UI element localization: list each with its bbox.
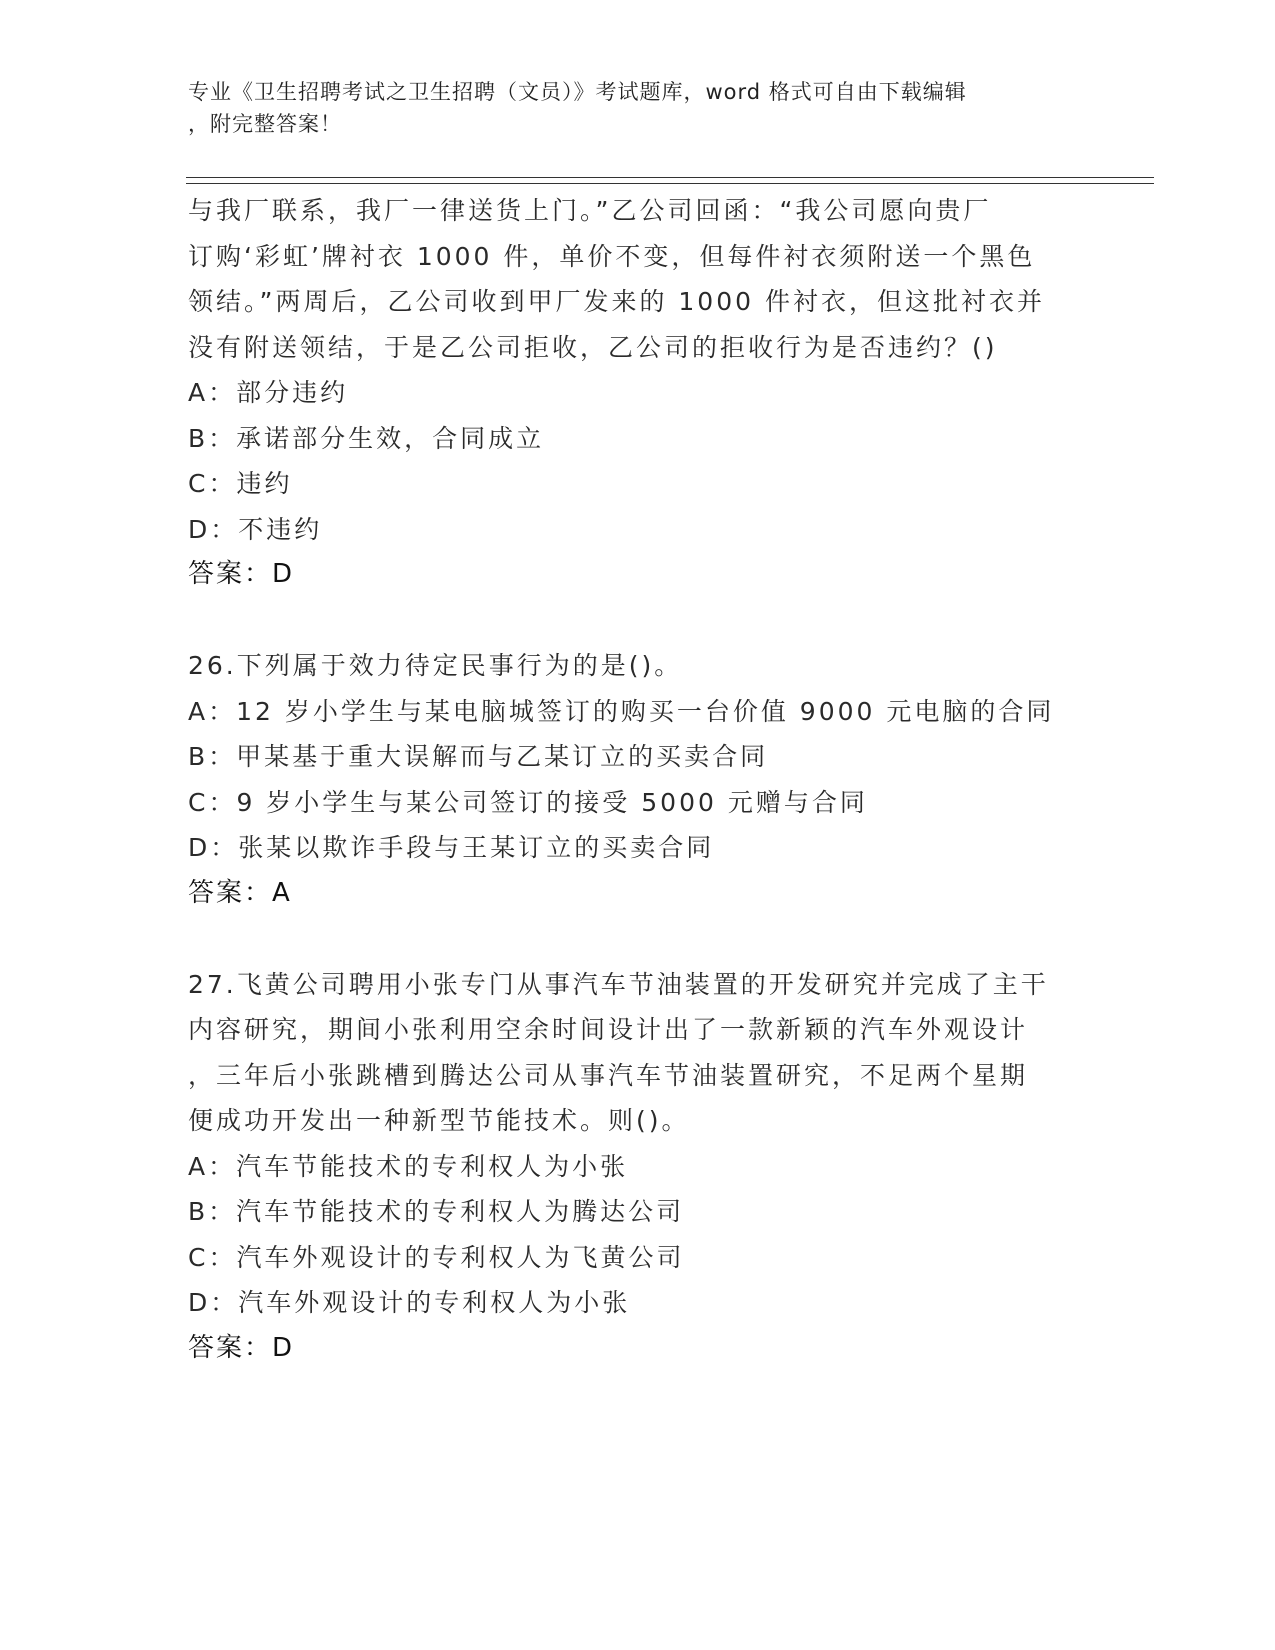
option-a: A：汽车节能技术的专利权人为小张 — [188, 1151, 629, 1181]
option-b: B：汽车节能技术的专利权人为腾达公司 — [188, 1197, 685, 1226]
question-stem-line: 没有附送领结，于是乙公司拒收，乙公司的拒收行为是否违约？() — [188, 332, 998, 362]
question-stem-line: 便成功开发出一种新型节能技术。则()。 — [188, 1106, 690, 1135]
document-body — [188, 188, 1088, 1371]
answer-line: 答案：D — [188, 1332, 295, 1363]
option-a: A：12 岁小学生与某电脑城签订的购买一台价值 9000 元电脑的合同 — [188, 696, 1055, 726]
question-stem-line: 与我厂联系，我厂一律送货上门。”乙公司回函：“我公司愿向贵厂 — [188, 196, 992, 225]
question-stem-line: 内容研究，期间小张利用空余时间设计出了一款新颖的汽车外观设计 — [188, 1015, 1029, 1044]
option-c: C：9 岁小学生与某公司签订的接受 5000 元赠与合同 — [188, 787, 868, 817]
option-b: B：承诺部分生效，合同成立 — [188, 423, 545, 453]
header-divider-bottom — [186, 183, 1154, 184]
answer-line: 答案：D — [188, 559, 295, 589]
header-divider-top — [186, 177, 1154, 178]
question-stem-line: 27.飞黄公司聘用小张专门从事汽车节油装置的开发研究并完成了主干 — [188, 969, 1049, 999]
question-stem-line: 订购‘彩虹’牌衬衣 1000 件，单价不变，但每件衬衣须附送一个黑色 — [188, 241, 1036, 271]
option-a: A：部分违约 — [188, 378, 349, 407]
question-stem-line: ，三年后小张跳槽到腾达公司从事汽车节油装置研究，不足两个星期 — [188, 1060, 1029, 1090]
option-d: D：汽车外观设计的专利权人为小张 — [188, 1288, 631, 1317]
question-26 — [188, 643, 1088, 916]
question-25 — [188, 188, 1088, 598]
question-27 — [188, 962, 1088, 1372]
spacer — [188, 916, 1088, 962]
option-d: D：不违约 — [188, 514, 323, 544]
question-stem-line: 26.下列属于效力待定民事行为的是()。 — [188, 651, 683, 680]
question-stem-line: 领结。”两周后，乙公司收到甲厂发来的 1000 件衬衣，但这批衬衣并 — [188, 287, 1045, 316]
header-line-1: 专业《卫生招聘考试之卫生招聘（文员）》考试题库，word 格式可自由下载编辑 — [188, 80, 967, 104]
spacer — [188, 598, 1088, 644]
document-header — [188, 76, 1068, 140]
option-c: C：违约 — [188, 469, 293, 498]
option-b: B：甲某基于重大误解而与乙某订立的买卖合同 — [188, 742, 769, 771]
answer-line: 答案：A — [188, 877, 292, 908]
header-line-2: ，附完整答案！ — [188, 112, 342, 136]
option-c: C：汽车外观设计的专利权人为飞黄公司 — [188, 1242, 685, 1272]
option-d: D：张某以欺诈手段与王某订立的买卖合同 — [188, 833, 715, 862]
